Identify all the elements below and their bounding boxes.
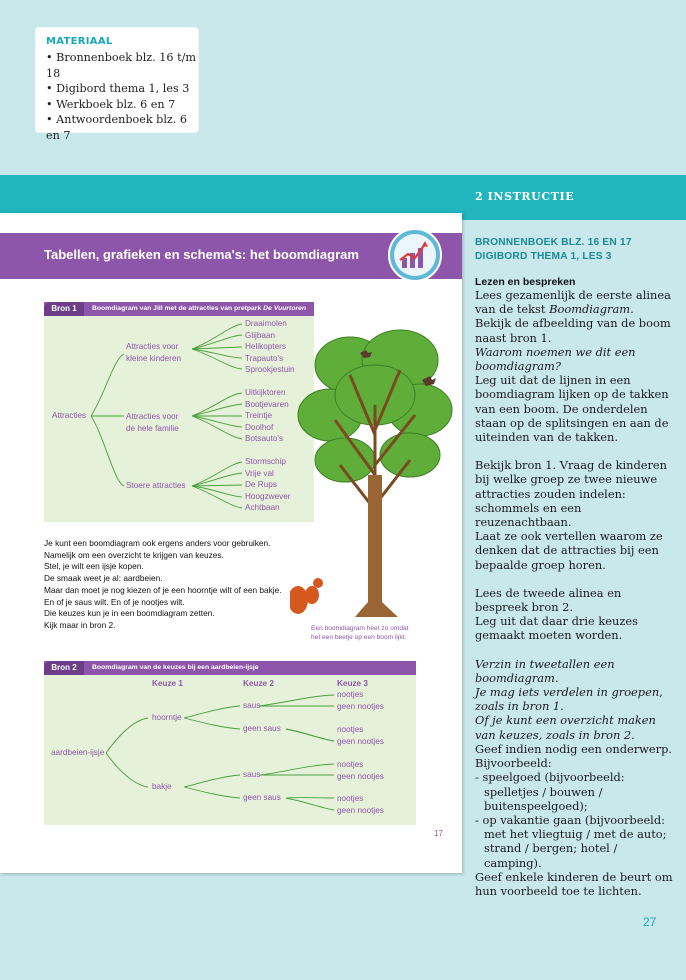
materials-title: MATERIAAL: [46, 36, 113, 47]
bron1-items: Draaimolen Glijbaan Helikopters Trapauto's Sprookjestuin: [245, 319, 295, 374]
tree-caption: Een boomdiagram heet zo omdat het een beetje op een boom lijkt.: [311, 625, 409, 641]
bron2-header: [44, 661, 416, 675]
bron1-diagram: [44, 316, 314, 522]
materials-list: [46, 50, 198, 143]
materials-item: • Digibord thema 1, les 3: [46, 81, 198, 97]
bron2-keuze1: hoorntje: [152, 713, 182, 722]
bron2-header-keuze3: Keuze 3: [337, 679, 368, 688]
bron2-keuze2: geen saus: [243, 793, 281, 802]
bron2-keuze3: nootjes geen nootjes: [337, 794, 384, 815]
bron2-keuze3: nootjes geen nootjes: [337, 690, 384, 711]
bron2-header-keuze1: Keuze 1: [152, 679, 183, 688]
materials-item: • Antwoordenboek blz. 6 en 7: [46, 112, 198, 143]
book-page-number: 17: [434, 829, 443, 838]
bron2-title: Boomdiagram van de keuzes bij een aardbeien-ijsje: [92, 664, 259, 671]
bron2-keuze2: saus: [243, 701, 261, 710]
bron1-header: [44, 302, 314, 316]
materials-item: • Werkboek blz. 6 en 7: [46, 97, 198, 113]
bron1-group: Attracties voor kleine kinderen: [126, 342, 182, 363]
bron2-keuze1: bakje: [152, 782, 172, 791]
bron1-label: Bron 1: [44, 302, 84, 316]
instruction-subheading: Lezen en bespreken: [475, 276, 576, 288]
bron1-group: Stoere attracties: [126, 481, 186, 490]
bron1-group: Attracties voor de hele familie: [126, 412, 179, 433]
bron2-root: aardbeien-ijsje: [51, 748, 105, 757]
chart-logo-icon: [388, 228, 442, 282]
bron1-items: Uitkijktoren Bootjevaren Treintje Doolhof Botsauto's: [245, 388, 289, 443]
bron2-label: Bron 2: [44, 661, 84, 675]
page-number: 27: [643, 915, 657, 929]
materials-note: [36, 28, 198, 142]
instruction-text: Lees gezamenlijk de eerste alinea van de tekst Boomdiagram. Bekijk de afbeelding van de boom naast bron 1. Waarom noemen we dit een boomdiagram? Leg uit dat de lijnen in een boomdiagram lijken op de takken van een boom. De onderdelen staan op de splitsingen en aan de uiteinden van de takken. Bekijk bron 1. Vraag de kinderen bij welke groep ze twee nieuwe attracties zouden indelen: schommels en een reuzenachtbaan. Laat ze ook vertellen waarom ze denken dat de attracties bij een bepaalde groep horen. Lees de tweede alinea en bespreek bron 2. Leg uit dat daar drie keuzes gemaakt moeten worden. Verzin in tweetallen een boomdiagram. Je mag iets verdelen in groepen, zoals in bron 1. Of je kunt een overzicht maken van keuzes, zoals in bron 2. Geef indien nodig een onderwerp. Bijvoorbeeld: - speelgoed (bijvoorbeeld: spelletjes / bouwen / buitenspeelgoed); - op vakantie gaan (bijvoorbeeld: met het vliegtuig / met de auto; strand / bergen; hotel / camping). Geef enkele kinderen de beurt om hun voorbeeld toe te lichten.: [475, 288, 673, 898]
bron2-keuze2: geen saus: [243, 724, 281, 733]
bron2-keuze3: nootjes geen nootjes: [337, 725, 384, 746]
instruction-heading: BRONNENBOEK BLZ. 16 EN 17 DIGIBORD THEMA 1, LES 3: [475, 237, 632, 262]
bron1-items: Stormschip Vrije val De Rups Hoogzwever Achtbaan: [245, 457, 291, 512]
bron2-keuze3: nootjes geen nootjes: [337, 760, 384, 781]
section-label: 2 INSTRUCTIE: [475, 190, 575, 203]
instruction-column: [475, 236, 675, 898]
bron2-keuze2: saus: [243, 770, 261, 779]
bron1-title: Boomdiagram van Jill met de attracties van pretpark De Vuurtoren: [92, 305, 307, 312]
bron2-header-keuze2: Keuze 2: [243, 679, 274, 688]
bron1-root: Attracties: [52, 411, 87, 420]
book-body-text: Je kunt een boomdiagram ook ergens anders voor gebruiken. Namelijk om een overzicht te krijgen van keuzes. Stel, je wilt een ijsje kopen. De smaak weet je al: aardbeien. Maar dan moet je nog kiezen of je een hoorntje wilt of een bakje. En of je saus wilt. En of je nootjes wilt. Die keuzes kun je in een boomdiagram zetten. Kijk maar in bron 2.: [44, 538, 282, 630]
chapter-title: Tabellen, grafieken en schema's: het boomdiagram: [44, 247, 359, 262]
materials-item: • Bronnenboek blz. 16 t/m 18: [46, 50, 198, 81]
bron2-diagram: [44, 675, 416, 825]
